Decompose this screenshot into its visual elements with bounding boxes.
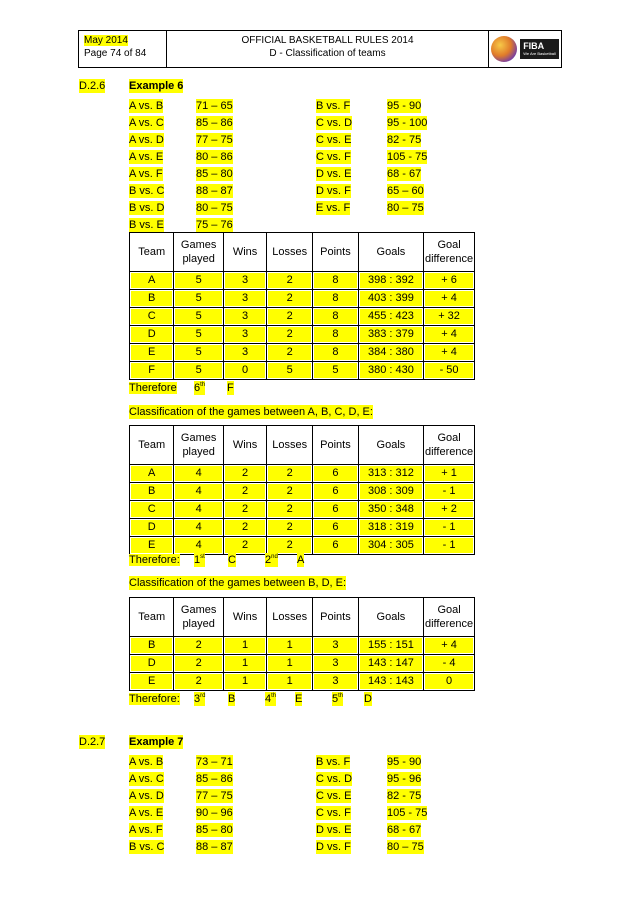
- right-score: 68 - 67: [387, 824, 422, 836]
- header-page: Page 74 of 84: [84, 48, 147, 59]
- section-number-d27: D.2.7: [79, 736, 106, 748]
- table-cell: 6: [313, 537, 359, 555]
- column-header: Points: [313, 598, 359, 637]
- table-cell: 2: [267, 308, 313, 326]
- left-score: 85 – 80: [196, 824, 233, 836]
- table-cell: 5: [174, 308, 224, 326]
- table-cell: E: [130, 537, 174, 555]
- table-cell: - 1: [424, 483, 475, 501]
- column-header: Goals: [358, 426, 423, 465]
- left-matchup: B vs. C: [129, 841, 165, 853]
- table-cell: 318 : 319: [358, 519, 423, 537]
- table-cell: 2: [267, 501, 313, 519]
- standings-table-1: [129, 232, 475, 380]
- left-matchup: B vs. D: [129, 202, 165, 214]
- column-header: Team: [130, 426, 174, 465]
- classification-label-2: Classification of the games between B, D, E:: [129, 577, 347, 589]
- table-cell: A: [130, 465, 174, 483]
- table-cell: 6: [313, 465, 359, 483]
- table-cell: + 4: [424, 344, 475, 362]
- right-score: 95 - 90: [387, 100, 422, 112]
- table-cell: + 2: [424, 501, 475, 519]
- game-row: [129, 99, 439, 116]
- table-cell: 143 : 143: [358, 673, 423, 691]
- table-row: [130, 537, 475, 555]
- header-date: May 2014: [84, 35, 128, 46]
- right-matchup: C vs. F: [316, 151, 351, 163]
- table-cell: 2: [267, 465, 313, 483]
- table-cell: 3: [313, 673, 359, 691]
- table-cell: 2: [267, 272, 313, 290]
- table-cell: 350 : 348: [358, 501, 423, 519]
- table-cell: B: [130, 483, 174, 501]
- table-cell: 3: [223, 290, 266, 308]
- right-matchup: C vs. E: [316, 134, 352, 146]
- table-row: [130, 483, 475, 501]
- left-matchup: A vs. D: [129, 790, 164, 802]
- table-cell: 3: [223, 272, 266, 290]
- table-cell: 3: [313, 637, 359, 655]
- table-cell: 5: [313, 362, 359, 380]
- table-cell: 6: [313, 501, 359, 519]
- table-cell: 2: [223, 465, 266, 483]
- right-score: 82 - 75: [387, 134, 422, 146]
- table-cell: 2: [267, 344, 313, 362]
- right-matchup: D vs. F: [316, 185, 351, 197]
- table-cell: 3: [313, 655, 359, 673]
- standings-table-3: [129, 597, 475, 691]
- therefore-line-2: Therefore: 1st C 2nd A: [129, 554, 305, 566]
- table-cell: 3: [223, 308, 266, 326]
- table-cell: 2: [267, 519, 313, 537]
- table-cell: 313 : 312: [358, 465, 423, 483]
- table-cell: 2: [267, 483, 313, 501]
- table-cell: 4: [174, 483, 224, 501]
- table-row: [130, 465, 475, 483]
- game-row: [129, 823, 439, 840]
- left-matchup: A vs. F: [129, 168, 163, 180]
- right-matchup: C vs. D: [316, 773, 353, 785]
- table-cell: 4: [174, 519, 224, 537]
- table-cell: 380 : 430: [358, 362, 423, 380]
- fiba-wordmark: FIBA We Are Basketball: [520, 39, 559, 59]
- table-cell: B: [130, 290, 174, 308]
- table-row: [130, 673, 475, 691]
- game-row: [129, 201, 439, 218]
- table-cell: + 4: [424, 637, 475, 655]
- right-score: 68 - 67: [387, 168, 422, 180]
- right-matchup: C vs. F: [316, 807, 351, 819]
- table-cell: 2: [174, 655, 224, 673]
- column-header: Games played: [174, 598, 224, 637]
- table-row: [130, 272, 475, 290]
- left-matchup: B vs. E: [129, 219, 164, 231]
- game-row: [129, 789, 439, 806]
- table-cell: + 1: [424, 465, 475, 483]
- left-score: 71 – 65: [196, 100, 233, 112]
- table-cell: 403 : 399: [358, 290, 423, 308]
- table-cell: + 4: [424, 326, 475, 344]
- column-header: Games played: [174, 233, 224, 272]
- left-score: 90 – 96: [196, 807, 233, 819]
- table-cell: - 4: [424, 655, 475, 673]
- column-header: Games played: [174, 426, 224, 465]
- column-header: Points: [313, 233, 359, 272]
- table-cell: E: [130, 673, 174, 691]
- table-cell: 304 : 305: [358, 537, 423, 555]
- right-score: 95 - 96: [387, 773, 422, 785]
- left-score: 77 – 75: [196, 134, 233, 146]
- table-cell: 383 : 379: [358, 326, 423, 344]
- table-cell: 4: [174, 537, 224, 555]
- table-cell: 1: [267, 673, 313, 691]
- table-cell: C: [130, 501, 174, 519]
- column-header: Goal difference: [424, 233, 475, 272]
- left-score: 85 – 80: [196, 168, 233, 180]
- table-cell: 2: [267, 326, 313, 344]
- column-header: Points: [313, 426, 359, 465]
- right-score: 95 - 100: [387, 117, 428, 129]
- game-results-d26: [129, 99, 439, 235]
- table-cell: + 4: [424, 290, 475, 308]
- column-header: Goals: [358, 598, 423, 637]
- table-cell: D: [130, 326, 174, 344]
- column-header: Goals: [358, 233, 423, 272]
- table-cell: 4: [174, 501, 224, 519]
- right-score: 105 - 75: [387, 807, 428, 819]
- table-cell: 308 : 309: [358, 483, 423, 501]
- game-row: [129, 755, 439, 772]
- left-matchup: A vs. F: [129, 824, 163, 836]
- game-row: [129, 133, 439, 150]
- table-cell: 8: [313, 308, 359, 326]
- table-cell: 6: [313, 519, 359, 537]
- column-header: Goal difference: [424, 426, 475, 465]
- standings-table-2: [129, 425, 475, 555]
- table-cell: 8: [313, 344, 359, 362]
- column-header: Wins: [223, 426, 266, 465]
- table-cell: + 6: [424, 272, 475, 290]
- left-score: 85 – 86: [196, 117, 233, 129]
- right-matchup: E vs. F: [316, 202, 351, 214]
- table-cell: C: [130, 308, 174, 326]
- right-matchup: D vs. E: [316, 168, 352, 180]
- table-cell: 0: [424, 673, 475, 691]
- right-score: 65 – 60: [387, 185, 424, 197]
- therefore-line-3: Therefore: 3rd B 4th E 5th D: [129, 693, 372, 705]
- header-title: OFFICIAL BASKETBALL RULES 2014: [241, 35, 414, 46]
- column-header: Losses: [267, 598, 313, 637]
- column-header: Losses: [267, 233, 313, 272]
- page-header: [78, 30, 562, 68]
- section-title-d27: Example 7: [129, 736, 184, 748]
- section-title-d26: Example 6: [129, 80, 184, 92]
- left-matchup: A vs. C: [129, 117, 164, 129]
- table-cell: 2: [223, 519, 266, 537]
- game-row: [129, 772, 439, 789]
- game-row: [129, 116, 439, 133]
- left-matchup: A vs. D: [129, 134, 164, 146]
- table-cell: 1: [223, 637, 266, 655]
- table-cell: 2: [223, 483, 266, 501]
- column-header: Team: [130, 233, 174, 272]
- right-score: 95 - 90: [387, 756, 422, 768]
- header-center: [167, 31, 489, 67]
- right-score: 82 - 75: [387, 790, 422, 802]
- table-cell: 1: [223, 673, 266, 691]
- table-row: [130, 519, 475, 537]
- table-cell: 143 : 147: [358, 655, 423, 673]
- table-cell: 455 : 423: [358, 308, 423, 326]
- table-cell: 0: [223, 362, 266, 380]
- column-header: Wins: [223, 598, 266, 637]
- table-cell: 384 : 380: [358, 344, 423, 362]
- right-matchup: D vs. F: [316, 841, 351, 853]
- therefore-line-1: Therefore 6th F: [129, 382, 234, 394]
- table-cell: 8: [313, 326, 359, 344]
- table-cell: 5: [174, 272, 224, 290]
- table-cell: 5: [267, 362, 313, 380]
- left-matchup: A vs. C: [129, 773, 164, 785]
- table-cell: 398 : 392: [358, 272, 423, 290]
- right-score: 80 – 75: [387, 841, 424, 853]
- table-cell: - 50: [424, 362, 475, 380]
- table-header-row: [130, 233, 475, 272]
- left-matchup: A vs. B: [129, 756, 164, 768]
- table-cell: 2: [267, 290, 313, 308]
- table-cell: E: [130, 344, 174, 362]
- column-header: Goal difference: [424, 598, 475, 637]
- table-cell: 5: [174, 326, 224, 344]
- classification-label-1: Classification of the games between A, B, C, D, E:: [129, 406, 373, 418]
- right-matchup: B vs. F: [316, 756, 351, 768]
- right-matchup: C vs. D: [316, 117, 353, 129]
- table-cell: F: [130, 362, 174, 380]
- table-header-row: [130, 598, 475, 637]
- header-left: [79, 31, 167, 67]
- right-matchup: C vs. E: [316, 790, 352, 802]
- table-row: [130, 290, 475, 308]
- game-row: [129, 167, 439, 184]
- left-matchup: A vs. E: [129, 807, 164, 819]
- table-cell: 8: [313, 272, 359, 290]
- column-header: Wins: [223, 233, 266, 272]
- game-results-d27: [129, 755, 439, 857]
- left-matchup: A vs. E: [129, 151, 164, 163]
- table-cell: D: [130, 655, 174, 673]
- game-row: [129, 150, 439, 167]
- left-score: 73 – 71: [196, 756, 233, 768]
- table-cell: + 32: [424, 308, 475, 326]
- table-cell: 1: [267, 655, 313, 673]
- left-score: 85 – 86: [196, 773, 233, 785]
- column-header: Team: [130, 598, 174, 637]
- game-row: [129, 184, 439, 201]
- table-cell: 5: [174, 362, 224, 380]
- left-score: 80 – 86: [196, 151, 233, 163]
- column-header: Losses: [267, 426, 313, 465]
- table-row: [130, 655, 475, 673]
- right-matchup: D vs. E: [316, 824, 352, 836]
- table-row: [130, 501, 475, 519]
- table-cell: 3: [223, 326, 266, 344]
- header-logo-cell: [489, 31, 561, 67]
- table-cell: - 1: [424, 519, 475, 537]
- game-row: [129, 840, 439, 857]
- table-cell: 2: [267, 537, 313, 555]
- right-matchup: B vs. F: [316, 100, 351, 112]
- table-header-row: [130, 426, 475, 465]
- basketball-globe-icon: [491, 36, 517, 62]
- right-score: 80 – 75: [387, 202, 424, 214]
- game-row: [129, 806, 439, 823]
- left-score: 75 – 76: [196, 219, 233, 231]
- left-matchup: A vs. B: [129, 100, 164, 112]
- left-score: 80 – 75: [196, 202, 233, 214]
- table-row: [130, 637, 475, 655]
- table-cell: 4: [174, 465, 224, 483]
- table-cell: 2: [174, 673, 224, 691]
- table-cell: 2: [174, 637, 224, 655]
- left-matchup: B vs. C: [129, 185, 165, 197]
- table-cell: - 1: [424, 537, 475, 555]
- table-cell: B: [130, 637, 174, 655]
- table-cell: 6: [313, 483, 359, 501]
- table-row: [130, 326, 475, 344]
- left-score: 88 – 87: [196, 185, 233, 197]
- table-cell: 8: [313, 290, 359, 308]
- fiba-logo: [491, 36, 559, 62]
- table-cell: 2: [223, 501, 266, 519]
- table-cell: A: [130, 272, 174, 290]
- table-row: [130, 308, 475, 326]
- table-cell: 3: [223, 344, 266, 362]
- right-score: 105 - 75: [387, 151, 428, 163]
- left-score: 77 – 75: [196, 790, 233, 802]
- table-cell: 5: [174, 290, 224, 308]
- left-score: 88 – 87: [196, 841, 233, 853]
- table-cell: 5: [174, 344, 224, 362]
- header-subtitle: D - Classification of teams: [269, 48, 386, 59]
- table-cell: 1: [223, 655, 266, 673]
- table-cell: 155 : 151: [358, 637, 423, 655]
- section-number-d26: D.2.6: [79, 80, 106, 92]
- table-cell: 2: [223, 537, 266, 555]
- table-row: [130, 362, 475, 380]
- table-cell: 1: [267, 637, 313, 655]
- table-cell: D: [130, 519, 174, 537]
- table-row: [130, 344, 475, 362]
